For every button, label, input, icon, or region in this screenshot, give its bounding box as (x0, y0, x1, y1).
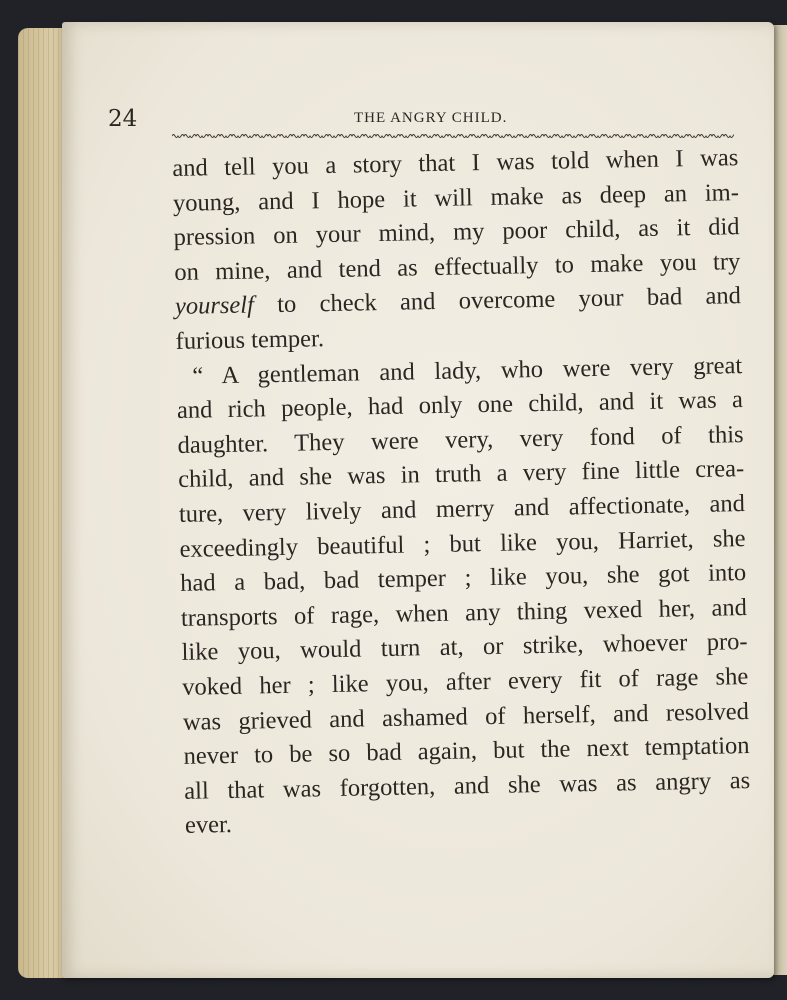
page-number: 24 (108, 106, 138, 132)
text-line: had a bad, bad temper ; like you, she got into (180, 559, 747, 598)
text-line: voked her ; like you, after every fit of rage she (182, 662, 749, 701)
wavy-header-rule (172, 132, 734, 140)
text-line: daughter. They were very, very fond of this (177, 420, 744, 459)
text-line: ever. (184, 811, 233, 840)
text-line: furious temper. (175, 325, 325, 355)
text-line: young, and I hope it will make as deep an im- (172, 178, 740, 217)
text-line: child, and she was in truth a very fine little crea- (178, 455, 745, 494)
running-title: THE ANGRY CHILD. (354, 110, 508, 126)
text-line: and rich people, had only one child, and it was a (176, 386, 744, 425)
text-line: on mine, and tend as effectually to make you try (174, 247, 741, 286)
body-text (172, 141, 751, 844)
text-line: ture, very lively and merry and affectionate, and (178, 490, 746, 528)
text-line: exceedingly beautiful ; but like you, Harriet, she (179, 524, 746, 563)
text-line: like you, would turn at, or strike, whoever pro- (181, 628, 748, 667)
text-line: was grieved and ashamed of herself, and resolved (182, 697, 750, 736)
italic-word: yourself (174, 291, 255, 321)
text-line: and tell you a story that I was told when I was (172, 144, 739, 182)
text-line: never to be so bad again, but the next temptation (183, 732, 750, 770)
text-line: pression on your mind, my poor child, as it did (173, 213, 740, 252)
text-line: “ A gentleman and lady, who were very great (192, 351, 743, 390)
text-line: transports of rage, when any thing vexed her, and (180, 593, 748, 632)
text-line-rest: to check and overcome your bad and (276, 282, 742, 319)
text-line: all that was forgotten, and she was as angry as (184, 766, 751, 805)
page-header (100, 100, 740, 134)
